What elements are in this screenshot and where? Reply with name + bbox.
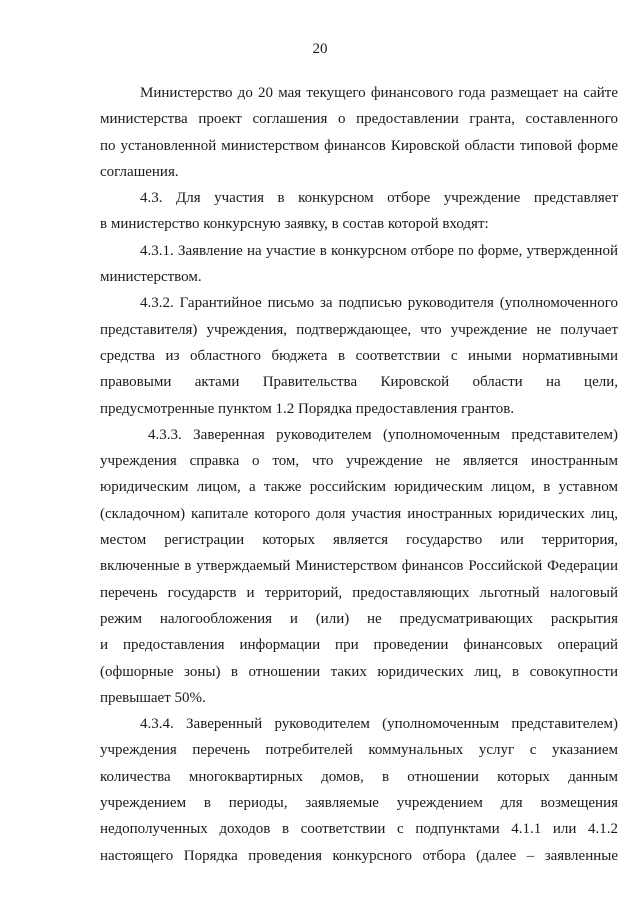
paragraph-4-3-3 (100, 422, 618, 711)
text-line: количества многоквартирных домов, в отношении которых данным (100, 768, 618, 785)
page-number: 20 (312, 41, 328, 57)
text-line: учреждения перечень потребителей коммунальных услуг с указанием (100, 742, 618, 759)
text-line: предусмотренные пунктом 1.2 Порядка предоставления грантов. (100, 400, 515, 417)
text-line: юридическим лицом, а также российским юридическим лицом, в уставном (100, 479, 618, 496)
text-line: перечень государств и территорий, предоставляющих льготный налоговый (100, 584, 618, 601)
text-line: средства из областного бюджета в соответствии с иными нормативными (100, 347, 618, 364)
text-line: правовыми актами Правительства Кировской области на цели, (100, 374, 618, 391)
paragraph (100, 80, 618, 185)
text-line: (офшорные зоны) в отношении таких юридических лиц, в совокупности (100, 663, 618, 680)
text-line: 4.3.3. Заверенная руководителем (уполномоченным представителем) (148, 426, 618, 443)
text-line: 4.3. Для участия в конкурсном отборе учреждение представляет (140, 190, 618, 207)
text-line: по установленной министерством финансов Кировской области типовой форме (100, 137, 618, 154)
text-line: настоящего Порядка проведения конкурсного отбора (далее – заявленные (100, 847, 618, 864)
text-line: режим налогообложения и (или) не предусматривающих раскрытия (100, 610, 618, 627)
paragraph-4-3-4 (100, 711, 618, 869)
text-line: превышает 50%. (100, 689, 206, 706)
text-line: включенные в утверждаемый Министерством финансов Российской Федерации (100, 558, 618, 575)
text-line: в министерство конкурсную заявку, в состав которой входят: (100, 216, 489, 233)
text-line: учреждением в периоды, заявляемые учреждением для возмещения (100, 795, 618, 812)
text-line: недополученных доходов в соответствии с подпунктами 4.1.1 или 4.1.2 (100, 821, 618, 838)
text-line: министерством. (100, 269, 202, 286)
text-line: министерства проект соглашения о предоставлении гранта, составленного (100, 111, 618, 128)
text-line: и предоставления информации при проведении финансовых операций (100, 637, 618, 654)
text-line: местом регистрации которых является государство или территория, (100, 532, 618, 549)
text-line: 4.3.4. Заверенный руководителем (уполномоченным представителем) (140, 716, 618, 733)
text-line: (складочном) капитале которого доля участия иностранных юридических лиц, (100, 505, 618, 522)
text-line: соглашения. (100, 163, 179, 180)
document-body (100, 80, 618, 869)
text-line: Министерство до 20 мая текущего финансового года размещает на сайте (140, 85, 618, 101)
text-line: 4.3.1. Заявление на участие в конкурсном отборе по форме, утвержденной (140, 242, 618, 259)
paragraph-4-3 (100, 185, 618, 238)
text-line: 4.3.2. Гарантийное письмо за подписью руководителя (уполномоченного (140, 295, 618, 312)
text-line: учреждения справка о том, что учреждение не является иностранным (100, 453, 618, 470)
text-line: представителя) учреждения, подтверждающее, что учреждение не получает (100, 321, 618, 338)
paragraph-4-3-1 (100, 238, 618, 291)
paragraph-4-3-2 (100, 290, 618, 421)
